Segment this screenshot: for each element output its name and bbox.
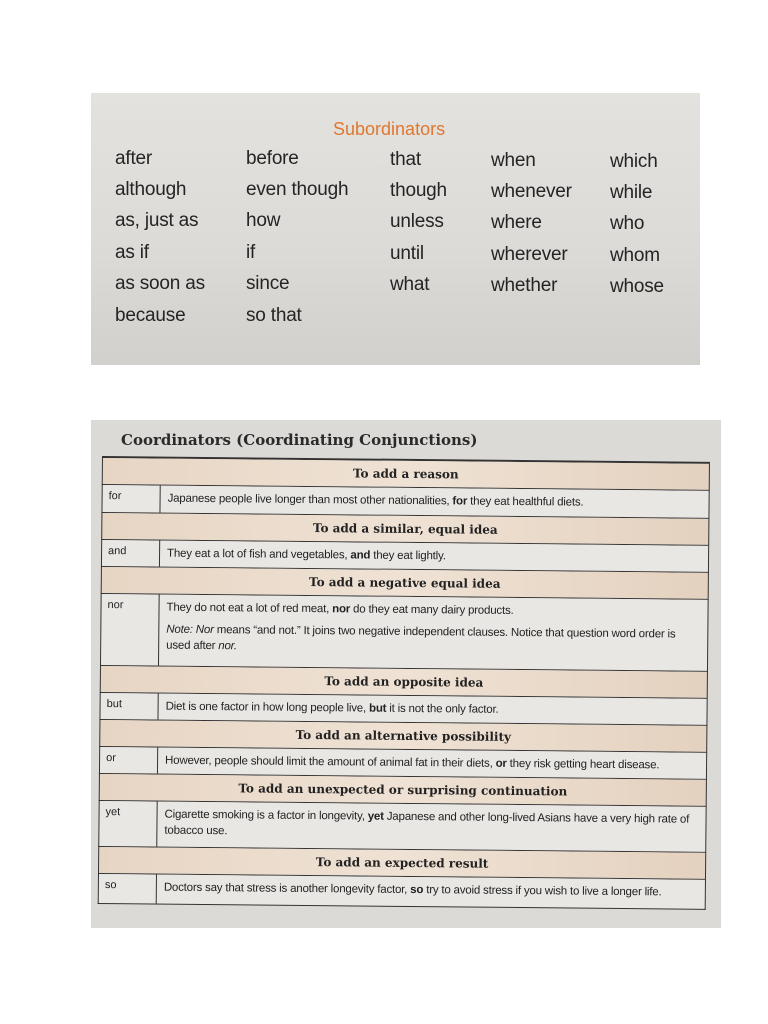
example-sentence: Japanese people live longer than most other nationalities, for they eat healthful diets. (167, 492, 584, 509)
subordinator-word: after (115, 148, 153, 169)
subordinator-word: before (246, 148, 299, 169)
subordinator-word: that (390, 149, 421, 170)
conjunction-and: and (102, 540, 160, 567)
conjunction-for: for (102, 485, 160, 513)
example-sentence: Cigarette smoking is a factor in longevity, yet Japanese and other long-lived Asians have a very high rate of tobacco use. (164, 808, 690, 838)
subordinator-word: because (115, 305, 186, 326)
section-header-opposite: To add an opposite idea (100, 666, 708, 699)
usage-note: Note: Nor means “and not.” It joins two negative independent clauses. Notice that question word order is used after nor. (166, 623, 676, 653)
subordinator-word: where (491, 212, 542, 233)
section-header-result: To add an expected result (98, 847, 706, 880)
subordinator-word: who (610, 213, 645, 234)
subordinator-word: what (390, 274, 430, 295)
subordinator-word: as, just as (115, 210, 199, 231)
subordinator-word: since (246, 273, 290, 294)
conjunction-nor: nor (101, 594, 160, 666)
subordinator-word: even though (246, 179, 349, 200)
subordinators-title: Subordinators (333, 119, 446, 139)
example-sentence: They eat a lot of fish and vegetables, and they eat lightly. (167, 547, 446, 563)
subordinator-word: as if (115, 242, 149, 263)
example-sentence: Doctors say that stress is another longevity factor, so try to avoid stress if you wish to live a longer life. (163, 881, 662, 899)
subordinator-word: if (246, 242, 256, 263)
coordinators-table (97, 456, 710, 928)
table-row (98, 801, 706, 853)
coordinators-heading: Coordinators (Coordinating Conjunctions) (121, 431, 478, 449)
example-sentence: They do not eat a lot of red meat, nor do they eat many dairy products. Note: Nor means “and not.” It joins two negative independent clauses. Notice that question word order is used after nor. (159, 595, 708, 671)
subordinator-word: until (390, 243, 424, 264)
subordinator-word: wherever (491, 244, 568, 265)
subordinators-photo (91, 93, 700, 365)
subordinator-word: though (390, 180, 447, 201)
subordinator-word: while (610, 182, 653, 203)
subordinator-word: whom (610, 245, 660, 266)
subordinator-word: how (246, 210, 281, 231)
subordinator-word: as soon as (115, 273, 205, 294)
subordinator-word: whether (491, 275, 558, 296)
section-header-negative: To add a negative equal idea (101, 567, 709, 600)
subordinator-word: so that (246, 305, 302, 326)
example-sentence: Diet is one factor in how long people live, but it is not the only factor. (165, 700, 499, 716)
section-header-alternative: To add an alternative possibility (99, 720, 707, 753)
coordinators-photo (91, 420, 721, 928)
conjunction-or: or (100, 747, 158, 774)
subordinator-word: which (610, 151, 658, 172)
subordinator-word: when (491, 150, 536, 171)
section-header-similar: To add a similar, equal idea (101, 513, 709, 546)
subordinator-word: whose (610, 276, 664, 297)
subordinator-word: unless (390, 211, 444, 232)
conjunction-so: so (99, 874, 157, 904)
table-row (100, 594, 709, 672)
example-sentence: However, people should limit the amount of animal fat in their diets, or they risk getting heart disease. (165, 754, 660, 772)
table-row (98, 874, 706, 910)
section-header-reason: To add a reason (102, 458, 710, 491)
subordinator-word: whenever (491, 181, 572, 202)
conjunction-but: but (100, 693, 158, 720)
section-header-unexpected: To add an unexpected or surprising continuation (99, 774, 707, 807)
conjunction-yet: yet (99, 801, 157, 847)
subordinator-word: although (115, 179, 187, 200)
